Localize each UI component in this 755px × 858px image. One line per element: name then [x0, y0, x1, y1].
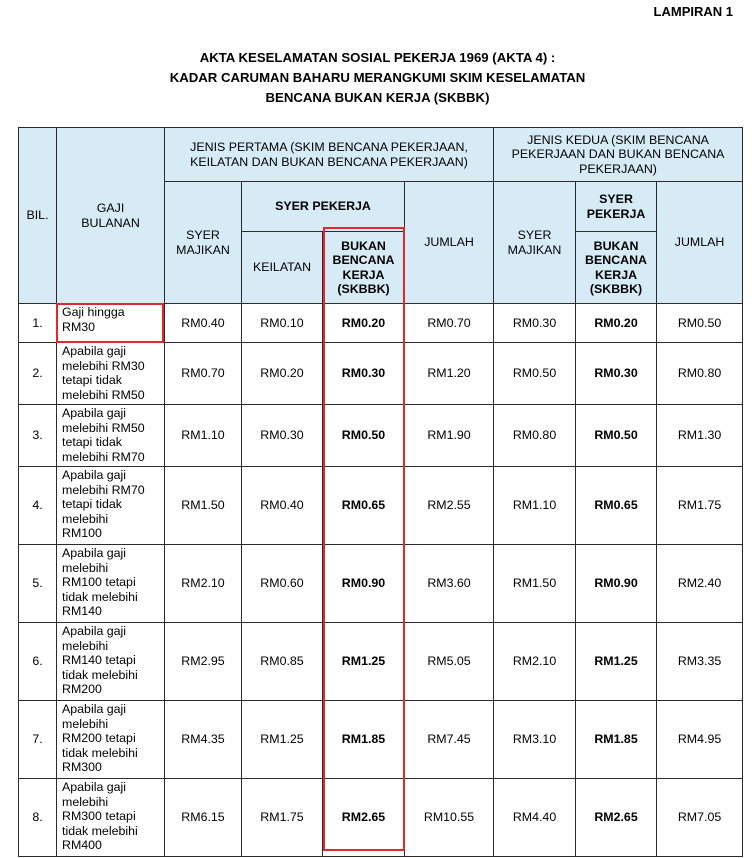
cell-j1-syer-majikan: RM2.10	[165, 545, 242, 623]
cell-j1-jumlah: RM1.20	[405, 343, 494, 405]
cell-j1-keilatan: RM0.10	[242, 304, 323, 343]
salary-line: tetapi tidak	[62, 435, 122, 450]
cell-j1-keilatan: RM0.40	[242, 467, 323, 545]
salary-line: tidak melebihi	[62, 823, 138, 838]
header-line: GAJI	[96, 201, 125, 215]
cell-bil: 1.	[19, 304, 57, 343]
salary-line: tetapi tidak	[62, 373, 122, 388]
cell-j2-skbbk: RM0.90	[576, 545, 657, 623]
cell-j1-skbbk: RM2.65	[323, 779, 405, 857]
salary-line: melebihi	[62, 560, 109, 575]
salary-line: Apabila gaji	[62, 624, 127, 638]
salary-line: RM300 tetapi	[62, 809, 136, 824]
salary-line: Apabila gaji	[62, 468, 127, 482]
cell-j2-skbbk: RM0.50	[576, 405, 657, 467]
cell-j1-syer-majikan: RM1.10	[165, 405, 242, 467]
cell-j2-syer-majikan: RM1.10	[494, 467, 576, 545]
cell-j1-syer-majikan: RM0.70	[165, 343, 242, 405]
cell-j2-jumlah: RM0.50	[657, 304, 743, 343]
salary-line: RM30	[62, 319, 96, 334]
salary-line: melebihi	[62, 716, 109, 731]
salary-line: RM100 tetapi	[62, 575, 136, 590]
header-gaji-bulanan	[57, 128, 165, 304]
cell-j1-syer-majikan: RM6.15	[165, 779, 242, 857]
appendix-label: LAMPIRAN 1	[653, 4, 733, 19]
header-line: SYER	[599, 192, 633, 206]
salary-line: Apabila gaji	[62, 702, 127, 716]
cell-j2-skbbk: RM1.85	[576, 701, 657, 779]
cell-j2-syer-majikan: RM3.10	[494, 701, 576, 779]
cell-j1-syer-majikan: RM0.40	[165, 304, 242, 343]
salary-line: RM400	[62, 838, 102, 853]
header-line: KEILATAN DAN BUKAN BENCANA PEKERJAAN)	[190, 154, 468, 169]
contribution-rates-table	[18, 127, 743, 857]
cell-j2-jumlah: RM1.30	[657, 405, 743, 467]
table-row	[19, 304, 743, 343]
salary-line: melebihi	[62, 511, 109, 526]
cell-j1-skbbk: RM0.20	[323, 304, 405, 343]
cell-j1-keilatan: RM1.25	[242, 701, 323, 779]
cell-gaji	[57, 545, 165, 623]
header-line: MAJIKAN	[507, 242, 562, 257]
header-line: (SKBBK)	[589, 282, 643, 296]
cell-j2-jumlah: RM7.05	[657, 779, 743, 857]
salary-line: RM100	[62, 526, 102, 541]
cell-j2-syer-majikan: RM0.30	[494, 304, 576, 343]
cell-j2-jumlah: RM1.75	[657, 467, 743, 545]
cell-j1-skbbk: RM0.90	[323, 545, 405, 623]
cell-j1-keilatan: RM0.20	[242, 343, 323, 405]
title-line: BENCANA BUKAN KERJA (SKBBK)	[265, 90, 490, 105]
cell-j1-jumlah: RM7.45	[405, 701, 494, 779]
salary-line: Gaji hingga	[62, 305, 125, 319]
header-jenis-pertama	[165, 128, 494, 182]
cell-j1-jumlah: RM0.70	[405, 304, 494, 343]
salary-line: RM200 tetapi	[62, 731, 136, 746]
header-j1-jumlah: JUMLAH	[405, 182, 494, 304]
salary-line: tidak melebihi	[62, 745, 138, 760]
salary-line: RM140 tetapi	[62, 653, 136, 668]
header-j2-skbbk	[576, 232, 657, 304]
header-line: BENCANA	[332, 253, 395, 267]
cell-j1-syer-majikan: RM4.35	[165, 701, 242, 779]
document-title	[0, 48, 755, 108]
header-j1-syer-pekerja: SYER PEKERJA	[242, 182, 405, 232]
salary-line: RM200	[62, 682, 102, 697]
cell-j2-skbbk: RM0.20	[576, 304, 657, 343]
cell-j1-keilatan: RM0.30	[242, 405, 323, 467]
header-line: MAJIKAN	[176, 242, 230, 257]
cell-j2-jumlah: RM4.95	[657, 701, 743, 779]
header-j2-syer-majikan	[494, 182, 576, 304]
cell-j1-jumlah: RM10.55	[405, 779, 494, 857]
salary-line: melebihi RM50	[62, 420, 145, 435]
cell-j2-jumlah: RM3.35	[657, 623, 743, 701]
cell-gaji	[57, 304, 165, 343]
cell-j2-syer-majikan: RM2.10	[494, 623, 576, 701]
cell-bil: 7.	[19, 701, 57, 779]
salary-line: tidak melebihi	[62, 667, 138, 682]
cell-j1-skbbk: RM0.30	[323, 343, 405, 405]
header-line: KERJA	[595, 267, 638, 282]
table-row	[19, 545, 743, 623]
header-line: SYER	[517, 228, 552, 242]
table-row	[19, 779, 743, 857]
cell-j1-syer-majikan: RM1.50	[165, 467, 242, 545]
salary-line: melebihi RM70	[62, 482, 145, 497]
header-j2-syer-pekerja	[576, 182, 657, 232]
cell-j2-skbbk: RM0.30	[576, 343, 657, 405]
table-row	[19, 467, 743, 545]
cell-j2-syer-majikan: RM1.50	[494, 545, 576, 623]
table-row	[19, 623, 743, 701]
title-line: AKTA KESELAMATAN SOSIAL PEKERJA 1969 (AKTA 4) :	[199, 50, 556, 65]
header-line: PEKERJAAN)	[579, 161, 657, 176]
header-j1-keilatan: KEILATAN	[242, 232, 323, 304]
salary-line: Apabila gaji	[62, 344, 127, 358]
cell-j1-skbbk: RM1.25	[323, 623, 405, 701]
header-line: BENCANA	[585, 253, 648, 267]
header-line: BUKAN	[593, 238, 639, 253]
header-line: JENIS PERTAMA (SKIM BENCANA PEKERJAAN,	[190, 140, 468, 154]
header-bil: BIL.	[19, 128, 57, 304]
header-line: SYER	[186, 228, 220, 242]
cell-j2-jumlah: RM0.80	[657, 343, 743, 405]
cell-gaji	[57, 701, 165, 779]
header-line: PEKERJA	[586, 206, 646, 221]
cell-gaji	[57, 467, 165, 545]
header-line: BUKAN	[341, 238, 386, 253]
header-line: (SKBBK)	[337, 282, 390, 296]
cell-gaji	[57, 343, 165, 405]
salary-line: melebihi RM50	[62, 387, 145, 402]
header-jenis-kedua	[494, 128, 743, 182]
header-j1-skbbk	[323, 232, 405, 304]
cell-j1-keilatan: RM1.75	[242, 779, 323, 857]
salary-line: melebihi RM30	[62, 358, 145, 373]
cell-j1-jumlah: RM2.55	[405, 467, 494, 545]
cell-j1-jumlah: RM3.60	[405, 545, 494, 623]
title-line: KADAR CARUMAN BAHARU MERANGKUMI SKIM KESELAMATAN	[169, 70, 586, 85]
cell-j1-skbbk: RM1.85	[323, 701, 405, 779]
cell-j2-skbbk: RM2.65	[576, 779, 657, 857]
cell-j1-jumlah: RM1.90	[405, 405, 494, 467]
cell-j1-jumlah: RM5.05	[405, 623, 494, 701]
salary-line: Apabila gaji	[62, 546, 127, 560]
cell-gaji	[57, 623, 165, 701]
cell-j2-skbbk: RM0.65	[576, 467, 657, 545]
cell-j1-skbbk: RM0.65	[323, 467, 405, 545]
salary-line: melebihi	[62, 794, 109, 809]
cell-bil: 6.	[19, 623, 57, 701]
salary-line: RM140	[62, 604, 102, 619]
header-line: BULANAN	[81, 215, 140, 230]
salary-line: Apabila gaji	[62, 406, 127, 420]
cell-gaji	[57, 779, 165, 857]
salary-line: melebihi RM70	[62, 449, 145, 464]
header-line: JENIS KEDUA (SKIM BENCANA	[527, 132, 709, 147]
table-row	[19, 343, 743, 405]
salary-line: RM300	[62, 760, 102, 775]
cell-j1-syer-majikan: RM2.95	[165, 623, 242, 701]
cell-j1-keilatan: RM0.85	[242, 623, 323, 701]
salary-line: melebihi	[62, 638, 109, 653]
salary-line: tetapi tidak	[62, 497, 122, 512]
cell-bil: 8.	[19, 779, 57, 857]
table-body	[19, 304, 743, 857]
cell-j2-jumlah: RM2.40	[657, 545, 743, 623]
header-line: PEKERJAAN DAN BUKAN BENCANA	[511, 147, 725, 162]
cell-j2-syer-majikan: RM0.80	[494, 405, 576, 467]
cell-j2-skbbk: RM1.25	[576, 623, 657, 701]
cell-gaji	[57, 405, 165, 467]
cell-j2-syer-majikan: RM0.50	[494, 343, 576, 405]
cell-j1-skbbk: RM0.50	[323, 405, 405, 467]
header-j2-jumlah: JUMLAH	[657, 182, 743, 304]
header-line: KERJA	[342, 267, 385, 282]
cell-bil: 3.	[19, 405, 57, 467]
cell-j1-keilatan: RM0.60	[242, 545, 323, 623]
cell-j2-syer-majikan: RM4.40	[494, 779, 576, 857]
salary-line: tidak melebihi	[62, 589, 138, 604]
table-row	[19, 405, 743, 467]
cell-bil: 4.	[19, 467, 57, 545]
salary-line: Apabila gaji	[62, 780, 127, 794]
table-row	[19, 701, 743, 779]
cell-bil: 2.	[19, 343, 57, 405]
cell-bil: 5.	[19, 545, 57, 623]
header-j1-syer-majikan	[165, 182, 242, 304]
